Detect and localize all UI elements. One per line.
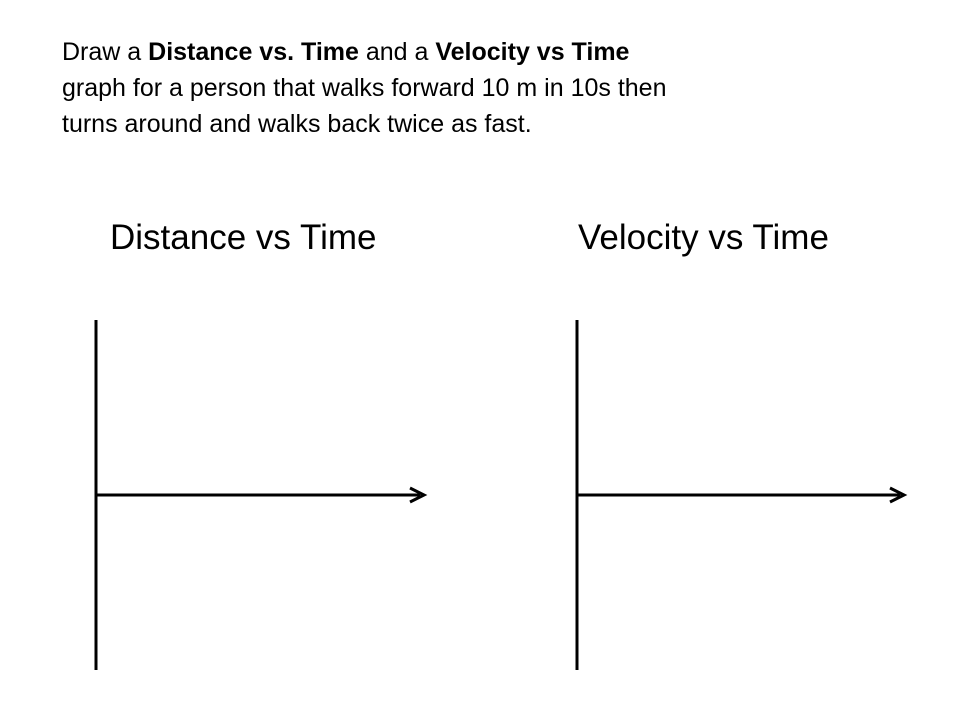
prompt-bold-distance-vs-time: Distance vs. Time: [148, 38, 359, 66]
prompt-text-draw: Draw a: [62, 38, 149, 66]
prompt-line-2: graph for a person that walks forward 10 m in 10s then: [62, 74, 667, 102]
velocity-graph-title: Velocity vs Time: [578, 218, 829, 257]
prompt-bold-velocity-vs-time: Velocity vs Time: [435, 38, 630, 66]
prompt-line-3: turns around and walks back twice as fast.: [62, 110, 532, 138]
distance-graph-axes: [96, 320, 424, 670]
prompt-text-and: and a: [358, 38, 436, 66]
distance-graph-title: Distance vs Time: [110, 218, 377, 257]
velocity-graph-axes: [577, 320, 904, 670]
